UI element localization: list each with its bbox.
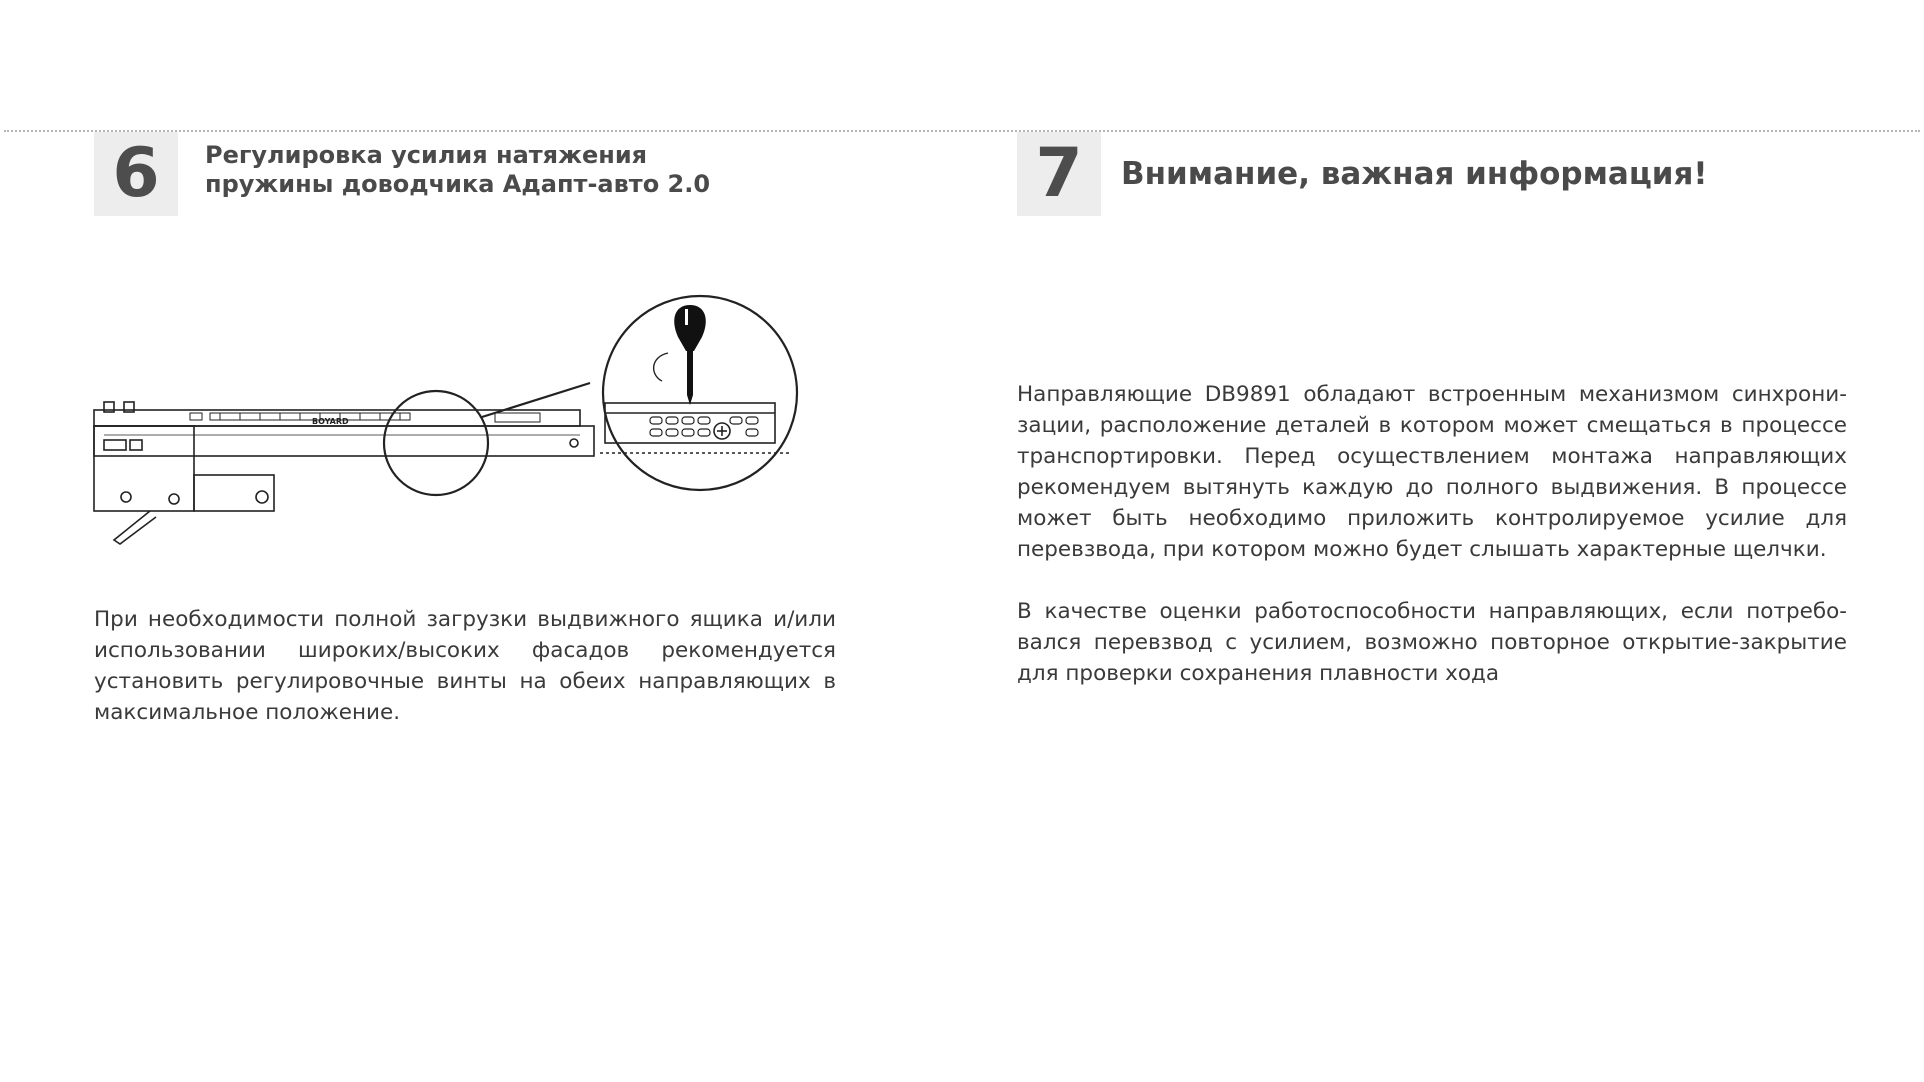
section-6-title-line2: пружины доводчика Адапт-авто 2.0 <box>205 170 711 198</box>
section-7-paragraph-2: В качестве оценки работоспособности направляющих, если потребо-вался перевзвод с усилием, возможно повторное открытие-закрытие для проверки сохранения плавности хода <box>1017 599 1847 686</box>
figure-brand-label: BOYARD <box>312 417 349 426</box>
magnify-source-circle <box>384 391 488 495</box>
section-6-number-badge: 6 <box>94 132 178 216</box>
section-6-title <box>205 141 765 199</box>
top-dotted-divider <box>4 130 1920 132</box>
section-7-number-badge: 7 <box>1017 132 1101 216</box>
section-6-title-line1: Регулировка усилия натяжения <box>205 141 648 169</box>
drawer-slide-adjustment-illustration <box>90 285 800 545</box>
section-7-paragraph-1: Направляющие DB9891 обладают встроенным механизмом синхрони-зации, расположение деталей в котором может смещаться в процессе транспортировки. Перед осуществлением монтажа направляющих рекомендуем вытянуть каждую до полного выдвижения. В процессе может быть необходимо приложить контролируемое усилие для перевзвода, при котором можно будет слышать характерные щелчки. <box>1017 382 1847 562</box>
runner-main-rail <box>94 426 594 456</box>
section-7-title: Внимание, важная информация! <box>1121 156 1708 192</box>
screwdriver-icon <box>674 305 706 405</box>
section-6-paragraph: При необходимости полной загрузки выдвижного ящика и/или использовании широких/высоких фасадов рекомендуется установить регулировочные винты на обеих направляющих в максимальное положение. <box>94 607 836 725</box>
